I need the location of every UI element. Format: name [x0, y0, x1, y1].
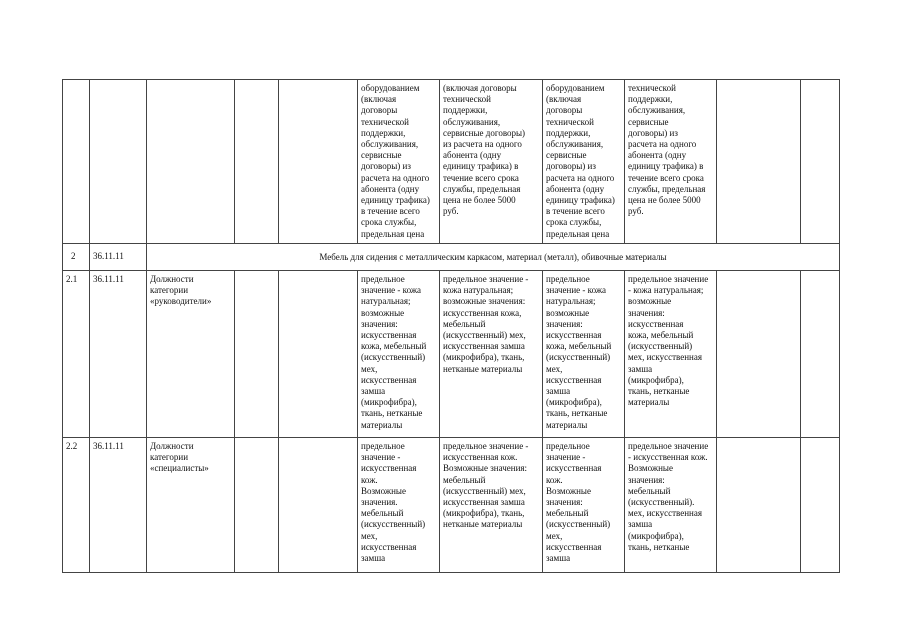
position-category: Должности категории «руководители»: [147, 271, 235, 438]
table-cell: [235, 438, 279, 573]
table-cell: предельное значение - кожа натуральная; возможные значения: искусственная кожа, мебельный (искусственный) мех, искусственная замша (микрофибра), ткань, нетканые материалы: [440, 271, 543, 438]
table-cell: предельное значение - искусственная кож. Возможные значения: мебельный (искусственный) мех, искусственная замша (микрофибра), ткань, нетканые материалы: [440, 438, 543, 573]
row-number: 2: [63, 244, 90, 271]
table-cell: технической поддержки, обслуживания, сервисные договоры) из расчета на одного абонента (одну единицу трафика) в течение всего срока службы, предельная цена не более 5000 руб.: [625, 80, 717, 244]
table-cell: [801, 438, 840, 573]
table-cell: [63, 80, 90, 244]
okpd-code: 36.11.11: [90, 438, 147, 573]
table-cell: [147, 80, 235, 244]
table-cell: предельное значение - искусственная кож. Возможные значения: мебельный (искусственный) мех, искусственная замша: [543, 438, 625, 573]
table-row: [63, 80, 840, 244]
table-row: [63, 271, 840, 438]
table-cell: [717, 271, 801, 438]
table-cell: [801, 271, 840, 438]
table-cell: [235, 80, 279, 244]
position-category: Должности категории «специалисты»: [147, 438, 235, 573]
table-row: [63, 438, 840, 573]
table-cell: оборудованием (включая договоры технической поддержки, обслуживания, сервисные договоры) из расчета на одного абонента (одну единицу трафика) в течение всего срока службы, предельная цена: [543, 80, 625, 244]
table-cell: предельное значение - кожа натуральная; возможные значения: искусственная кожа, мебельный (искусственный) мех, искусственная замша (микрофибра), ткань, нетканые материалы: [543, 271, 625, 438]
table-cell: [279, 271, 358, 438]
table-cell: предельное значение - искусственная кож. Возможные значения. мебельный (искусственный) мех, искусственная замша: [358, 438, 440, 573]
table-cell: [717, 80, 801, 244]
table-cell: (включая договоры технической поддержки, обслуживания, сервисные договоры) из расчета на одного абонента (одну единицу трафика) в течение всего срока службы, предельная цена не более 5000 руб.: [440, 80, 543, 244]
okpd-code: 36.11.11: [90, 244, 147, 271]
table-cell: [90, 80, 147, 244]
section-title: Мебель для сидения с металлическим каркасом, материал (металл), обивочные материалы: [147, 244, 840, 271]
table-cell: предельное значение - кожа натуральная; возможные значения: искусственная кожа, мебельный (искусственный) мех, искусственная замша (микрофибра), ткань, нетканые материалы: [358, 271, 440, 438]
row-number: 2.1: [63, 271, 90, 438]
requirements-table: [62, 79, 840, 573]
table-cell: [717, 438, 801, 573]
table-cell: [279, 80, 358, 244]
table-cell: оборудованием (включая договоры технической поддержки, обслуживания, сервисные договоры) из расчета на одного абонента (одну единицу трафика) в течение всего срока службы, предельная цена: [358, 80, 440, 244]
table-cell: предельное значение - кожа натуральная; возможные значения: искусственная кожа, мебельный (искусственный) мех, искусственная замша (микрофибра), ткань, нетканые материалы: [625, 271, 717, 438]
okpd-code: 36.11.11: [90, 271, 147, 438]
table-cell: предельное значение - искусственная кож. Возможные значения: мебельный (искусственный). мех, искусственная замша (микрофибра), ткань, нетканые: [625, 438, 717, 573]
table-cell: [235, 271, 279, 438]
table-row: [63, 244, 840, 271]
table-cell: [279, 438, 358, 573]
row-number: 2.2: [63, 438, 90, 573]
table-cell: [801, 80, 840, 244]
